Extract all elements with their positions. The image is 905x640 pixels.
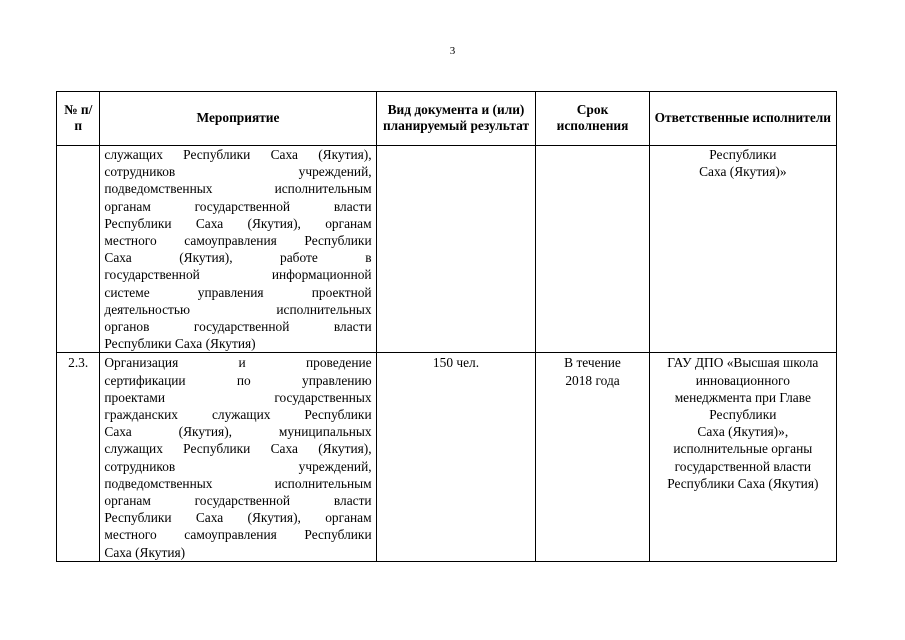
event-line: системе управления проектной bbox=[104, 284, 372, 300]
cell-term bbox=[536, 353, 649, 561]
event-line: Саха (Якутия) bbox=[104, 544, 186, 560]
cell-doc bbox=[376, 146, 536, 353]
event-line: органам государственной власти bbox=[104, 493, 372, 509]
term-line: 2018 года bbox=[565, 372, 620, 388]
event-line: подведомственных исполнительным bbox=[104, 475, 372, 491]
event-line: Организация и проведение bbox=[104, 355, 372, 371]
resp-line: Республики bbox=[709, 147, 777, 162]
table-row-2-3 bbox=[57, 353, 837, 561]
event-line: сотрудников учреждений, bbox=[104, 164, 372, 180]
header-term: Срок исполнения bbox=[536, 92, 649, 146]
event-line: гражданских служащих Республики bbox=[104, 407, 372, 423]
resp-line: Саха (Якутия)» bbox=[699, 164, 787, 180]
page-number: 3 bbox=[449, 45, 456, 57]
event-line: Саха (Якутия), работе в bbox=[104, 250, 372, 266]
cell-event bbox=[100, 353, 376, 561]
event-line: государственной информационной bbox=[104, 267, 372, 283]
header-num: № п/п bbox=[57, 92, 100, 146]
resp-line: Республики Саха (Якутия) bbox=[667, 475, 819, 491]
resp-line: государственной власти bbox=[674, 458, 812, 474]
event-line: служащих Республики Саха (Якутия), bbox=[104, 441, 372, 457]
event-line: Республики Саха (Якутия) bbox=[104, 336, 256, 352]
cell-doc: 150 чел. bbox=[376, 353, 536, 561]
resp-line: Республики bbox=[709, 407, 777, 423]
term-line: В течение bbox=[564, 355, 621, 371]
event-line: органам государственной власти bbox=[104, 198, 372, 214]
header-event: Мероприятие bbox=[100, 92, 376, 146]
resp-line: Саха (Якутия)», bbox=[697, 424, 789, 440]
event-line: проектами государственных bbox=[104, 389, 372, 405]
event-line: органов государственной власти bbox=[104, 319, 372, 335]
event-line: Саха (Якутия), муниципальных bbox=[104, 424, 372, 440]
event-line: подведомственных исполнительным bbox=[104, 181, 372, 197]
cell-resp bbox=[649, 146, 836, 353]
table-header-row bbox=[57, 92, 837, 146]
table-row-continuation bbox=[57, 146, 837, 353]
event-line: Республики Саха (Якутия), органам bbox=[104, 510, 372, 526]
resp-line: ГАУ ДПО «Высшая школа bbox=[667, 355, 819, 371]
cell-num bbox=[57, 146, 100, 353]
event-line: служащих Республики Саха (Якутия), bbox=[104, 147, 372, 162]
event-line: сертификации по управлению bbox=[104, 372, 372, 388]
event-line: сотрудников учреждений, bbox=[104, 458, 372, 474]
resp-line: менеджмента при Главе bbox=[674, 389, 811, 405]
cell-num: 2.3. bbox=[57, 353, 100, 561]
event-line: деятельностью исполнительных bbox=[104, 301, 372, 317]
event-line: местного самоуправления Республики bbox=[104, 527, 372, 543]
header-doc: Вид документа и (или) планируемый результат bbox=[376, 92, 536, 146]
event-line: Республики Саха (Якутия), органам bbox=[104, 215, 372, 231]
resp-line: инновационного bbox=[695, 372, 790, 388]
cell-event bbox=[100, 146, 376, 353]
cell-term bbox=[536, 146, 649, 353]
cell-resp bbox=[649, 353, 836, 561]
resp-line: исполнительные органы bbox=[673, 441, 813, 457]
event-line: местного самоуправления Республики bbox=[104, 233, 372, 249]
plan-table bbox=[56, 91, 837, 562]
header-resp: Ответственные исполнители bbox=[649, 92, 836, 146]
